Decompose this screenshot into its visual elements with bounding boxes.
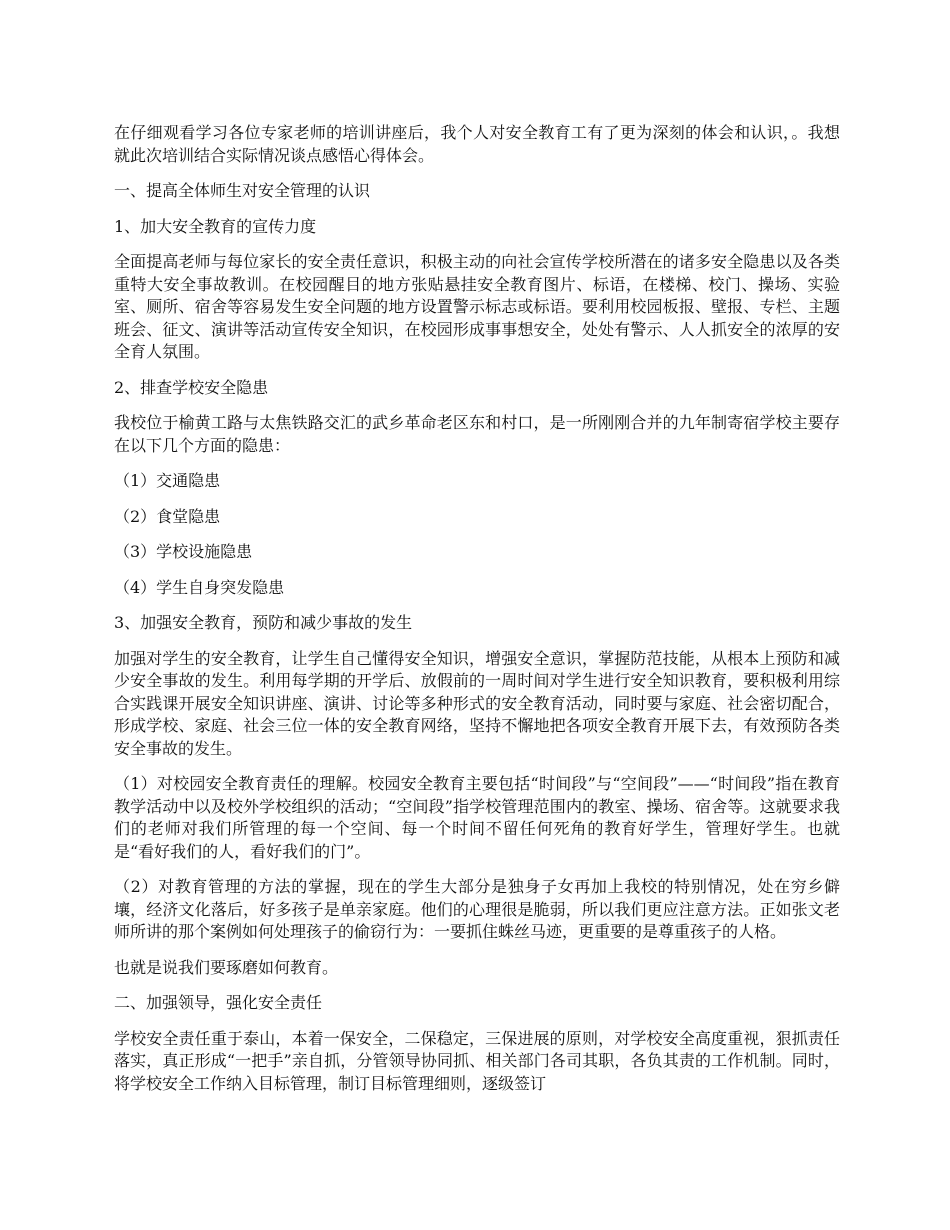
section-heading-1: 一、提高全体师生对安全管理的认识 [114, 181, 371, 200]
intro-paragraph: 在仔细观看学习各位专家老师的培训讲座后，我个人对安全教育工有了更为深刻的体会和认识，。我想就此次培训结合实际情况谈点感悟心得体会。 [114, 123, 840, 165]
subheading-1-3: 3、加强安全教育，预防和减少事故的发生 [114, 613, 413, 632]
body-paragraph-summary: 也就是说我们要琢磨如何教育。 [114, 957, 339, 977]
section-heading-2: 二、加强领导，强化安全责任 [114, 993, 323, 1012]
body-paragraph-responsibility: （1）对校园安全教育责任的理解。校园安全教育主要包括“时间段”与“空间段”——“时间段”指在教育教学活动中以及校外学校组织的活动；“空间段”指学校管理范围内的教室、操场、宿舍等。这就要求我们的老师对我们所管理的每一个空间、每一个时间不留任何死角的教育好学生，管理好学生。也就是“看好我们的人，看好我们的门”。 [114, 774, 840, 861]
body-paragraph-school-location: 我校位于榆黄工路与太焦铁路交汇的武乡革命老区东和村口，是一所刚刚合并的九年制寄宿学校主要存在以下几个方面的隐患： [114, 413, 840, 455]
list-item-traffic: （1）交通隐患 [114, 471, 221, 490]
document-body [114, 122, 840, 1108]
body-paragraph-publicity: 全面提高老师与每位家长的安全责任意识，积极主动的向社会宣传学校所潜在的诸多安全隐患以及各类重特大安全事故教训。在校园醒目的地方张贴悬挂安全教育图片、标语，在楼梯、校门、操场、实验室、厕所、宿舍等容易发生安全问题的地方设置警示标志或标语。要利用校园板报、壁报、专栏、主题班会、征文、演讲等活动宣传安全知识，在校园形成事事想安全，处处有警示、人人抓安全的浓厚的安全育人氛围。 [114, 252, 840, 361]
body-paragraph-leadership: 学校安全责任重于泰山，本着一保安全，二保稳定，三保进展的原则，对学校安全高度重视，狠抓责任落实，真正形成“一把手”亲自抓，分管领导协同抓、相关部门各司其职，各负其责的工作机制。同时，将学校安全工作纳入目标管理，制订目标管理细则，逐级签订 [114, 1028, 840, 1093]
body-paragraph-safety-education: 加强对学生的安全教育，让学生自己懂得安全知识，增强安全意识，掌握防范技能，从根本上预防和减少安全事故的发生。利用每学期的开学后、放假前的一周时间对学生进行安全知识教育，要积极利用综合实践课开展安全知识讲座、演讲、讨论等多种形式的安全教育活动，同时要与家庭、社会密切配合，形成学校、家庭、社会三位一体的安全教育网络，坚持不懈地把各项安全教育开展下去，有效预防各类安全事故的发生。 [114, 648, 840, 758]
list-item-facilities: （3）学校设施隐患 [114, 542, 253, 561]
list-item-students: （4）学生自身突发隐患 [114, 577, 285, 597]
subheading-1-2: 2、排查学校安全隐患 [114, 377, 269, 397]
list-item-canteen: （2）食堂隐患 [114, 506, 221, 526]
body-paragraph-methods: （2）对教育管理的方法的掌握，现在的学生大部分是独身子女再加上我校的特别情况，处在穷乡僻壤，经济文化落后，好多孩子是单亲家庭。他们的心理很是脆弱，所以我们更应注意方法。正如张文老师所讲的那个案例如何处理孩子的偷窃行为：一要抓住蛛丝马迹，更重要的是尊重孩子的人格。 [114, 877, 840, 941]
subheading-1-1: 1、加大安全教育的宣传力度 [114, 216, 317, 236]
